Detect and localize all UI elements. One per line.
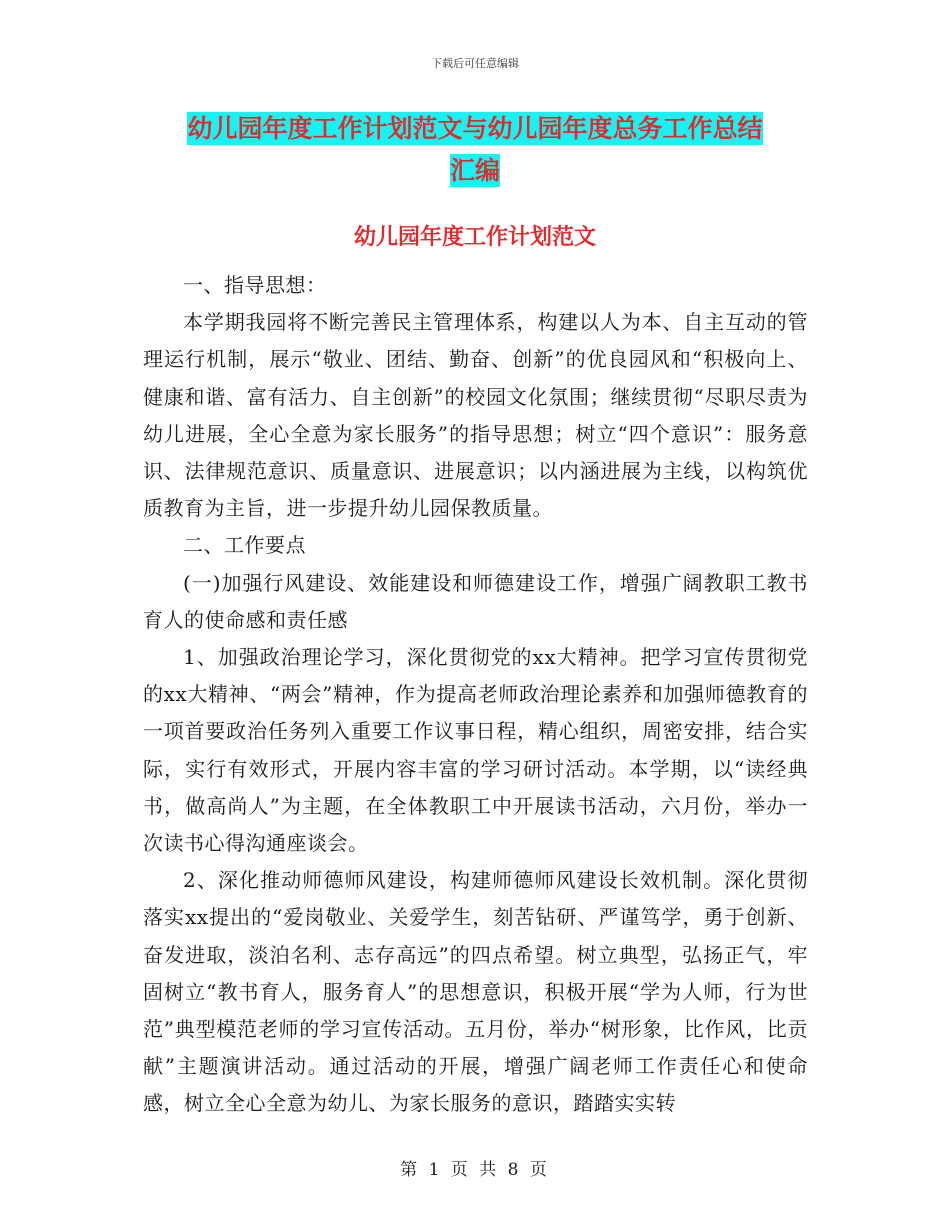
heading-guiding-thought: 一、指导思想：	[183, 273, 327, 297]
document-title-line-2: 汇编	[449, 156, 500, 185]
page-header-note: 下载后可任意编辑	[431, 57, 519, 70]
subheading-ethics: (一)加强行风建设、效能建设和师德建设工作，增强广阔教职工教书育人的使命感和责任感	[143, 570, 808, 632]
paragraph-point-2: 2、深化推动师德师风建设，构建师德师风建设长效机制。深化贯彻落实xx提出的“爱岗敬业、关爱学生，刻苦钻研、严谨笃学，勇于创新、奋发进取，淡泊名利、志存高远”的四点希望。树立典型，弘扬正气，牢固树立“教书育人，服务育人”的思想意识，积极开展“学为人师，行为世范”典型模范老师的学习宣传活动。五月份，举办“树形象，比作风，比贡献”主题演讲活动。通过活动的开展，增强广阔老师工作责任心和使命感，树立全心全意为幼儿、为家长服务的意识，踏踏实实转	[143, 868, 808, 1116]
document-body	[143, 267, 808, 1123]
heading-work-points: 二、工作要点	[183, 533, 306, 558]
document-title-line-1: 幼儿园年度工作计划范文与幼儿园年度总务工作总结	[187, 114, 763, 143]
page-footer: 第 1 页 共 8 页	[400, 1160, 550, 1180]
paragraph-guiding-thought: 本学期我园将不断完善民主管理体系，构建以人为本、自主互动的管理运行机制，展示“敬业、团结、勤奋、创新”的优良园风和“积极向上、健康和谐、富有活力、自主创新”的校园文化氛围；继续贯彻“尽职尽责为幼儿进展，全心全意为家长服务”的指导思想；树立“四个意识”：服务意识、法律规范意识、质量意识、进展意识；以内涵进展为主线，以构筑优质教育为主旨，进一步提升幼儿园保教质量。	[143, 310, 808, 521]
paragraph-point-1: 1、加强政治理论学习，深化贯彻党的xx大精神。把学习宣传贯彻党的xx大精神、“两会”精神，作为提高老师政治理论素养和加强师德教育的一项首要政治任务列入重要工作议事日程，精心组织，周密安排，结合实际，实行有效形式，开展内容丰富的学习研讨活动。本学期，以“读经典书，做高尚人”为主题，在全体教职工中开展读书活动，六月份，举办一次读书心得沟通座谈会。	[143, 645, 808, 856]
document-title	[145, 108, 805, 192]
section-title: 幼儿园年度工作计划范文	[353, 224, 596, 250]
